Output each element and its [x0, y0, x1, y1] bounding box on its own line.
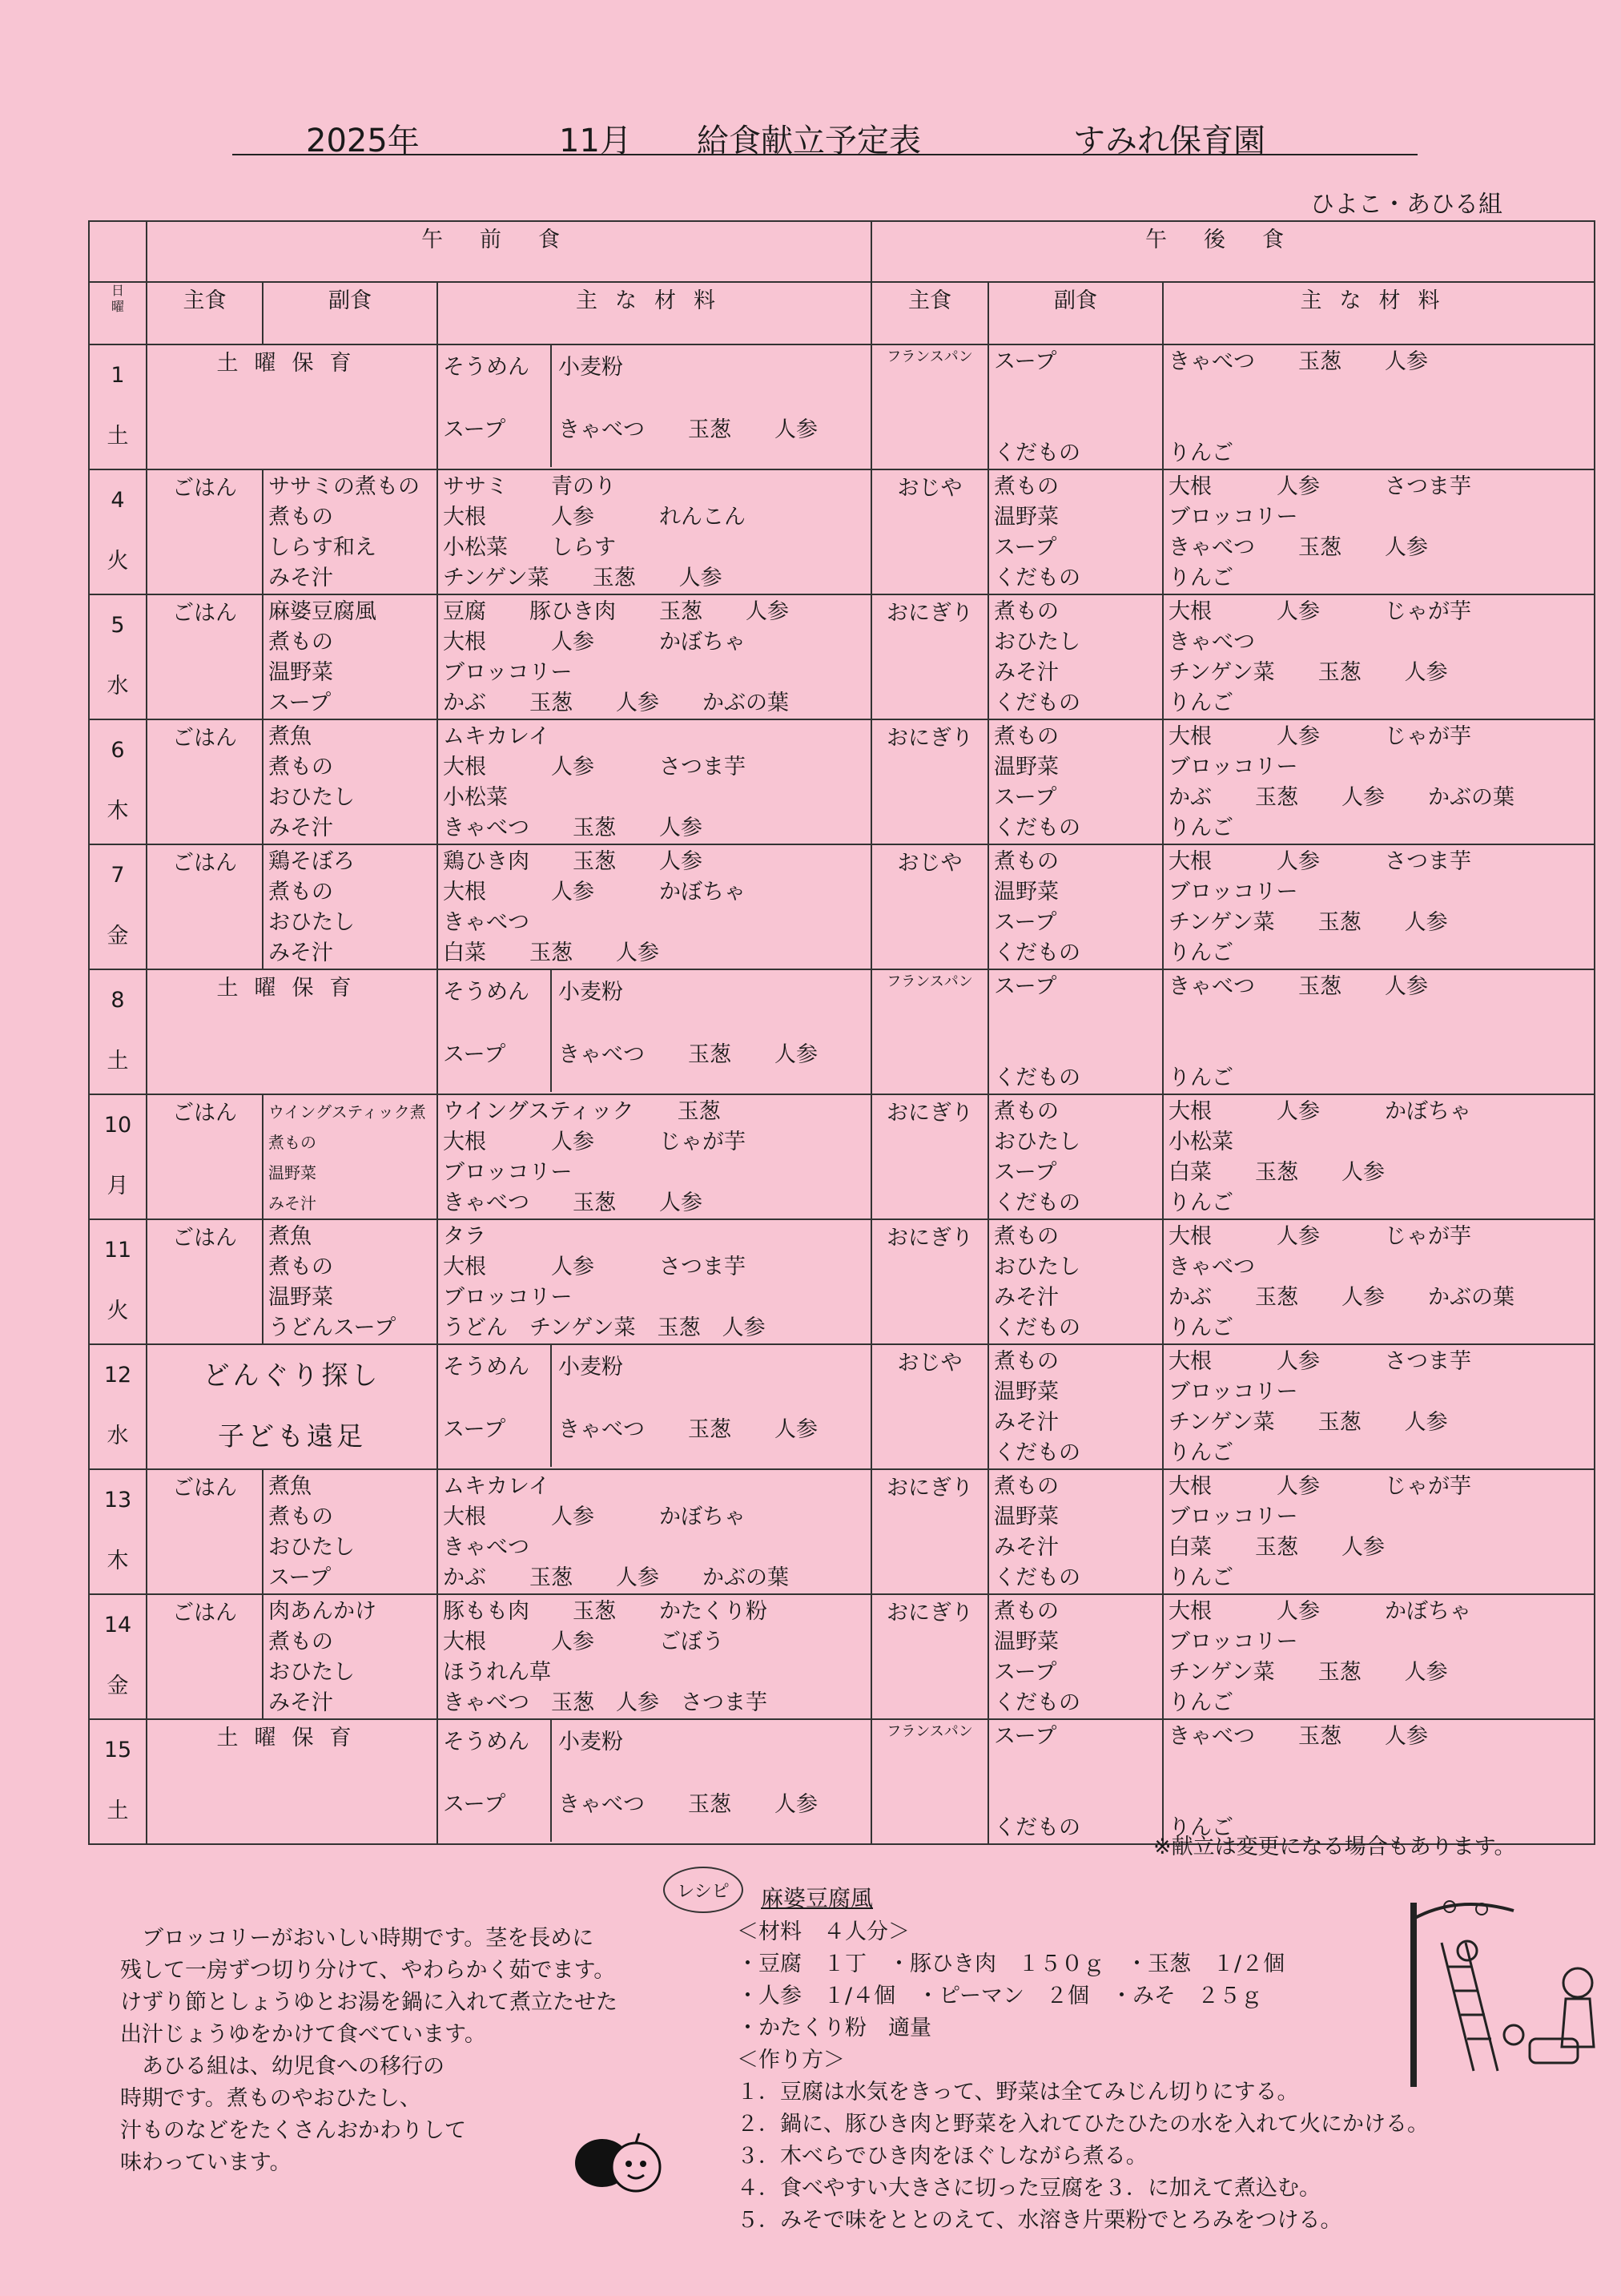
pm-side-dishes: 煮もの 温野菜 みそ汁 くだもの: [988, 1469, 1163, 1594]
pm-ingredients: 大根 人参 さつま芋 ブロッコリー チンゲン菜 玉葱 人参 りんご: [1163, 844, 1595, 969]
am-soup: スープ: [443, 1417, 506, 1442]
pm-side-dishes: 煮もの 温野菜 スープ くだもの: [988, 1594, 1163, 1719]
date-number: 13: [103, 1488, 132, 1513]
am-meal-header: 午前食: [147, 221, 871, 282]
event-line-1: どんぐり探し: [203, 1359, 381, 1391]
pm-staple: おにぎり: [871, 719, 988, 844]
date-cell: [89, 594, 147, 719]
am-soup-ingredients: きゃべつ 玉葱 人参: [558, 417, 818, 442]
am-ingredients: 豆腐 豚ひき肉 玉葱 人参 大根 人参 かぼちゃ ブロッコリー かぶ 玉葱 人参 かぶの葉: [437, 594, 871, 719]
pm-staple-header: 主食: [871, 282, 988, 344]
am-ingredients: ムキカレイ 大根 人参 かぼちゃ きゃべつ かぶ 玉葱 人参 かぶの葉: [437, 1469, 871, 1594]
date-cell: [89, 1469, 147, 1594]
am-main-dish: そうめん: [443, 1355, 529, 1380]
tree-children-illustration: [1394, 1887, 1618, 2095]
date-number: 10: [103, 1113, 132, 1138]
am-soup-ingredients: きゃべつ 玉葱 人参: [558, 1042, 818, 1067]
recipe-body: ＜材料 ４人分＞ ・豆腐 １丁 ・豚ひき肉 １５０ｇ ・玉葱 １/２個 ・人参 １/４個 ・ピーマン ２個 ・みそ ２５ｇ ・かたくり粉 適量 ＜作り方＞ １．豆腐は水気をきって、野菜は全てみじん切りにする。 ２．鍋に、豚ひき肉と野菜を入れてひたひたの水を入れて火にかける。 ３．木べらでひき肉をほぐしながら煮る。 ４．食べやすい大きさに切った豆腐を３．に加えて煮込む。 ５．みそで味をととのえて、水溶き片栗粉でとろみをつける。: [737, 1919, 1429, 2233]
pm-side-dishes: 煮もの おひたし スープ くだもの: [988, 1094, 1163, 1219]
am-side-dishes: ササミの煮もの 煮もの しらす和え みそ汁: [263, 469, 437, 594]
pm-staple: フランスパン: [871, 969, 988, 1094]
menu-row: [89, 1469, 1595, 1594]
menu-row: [89, 1219, 1595, 1344]
weekday: 水: [107, 674, 129, 699]
weekday: 木: [107, 1549, 129, 1573]
am-staple: ごはん: [147, 844, 263, 969]
date-cell: [89, 1219, 147, 1344]
date-number: 5: [111, 613, 125, 638]
pm-staple: フランスパン: [871, 1719, 988, 1844]
weekday: 金: [107, 924, 129, 949]
pm-side-dishes: スープ くだもの: [988, 344, 1163, 469]
am-ingredients: 鶏ひき肉 玉葱 人参 大根 人参 かぼちゃ きゃべつ 白菜 玉葱 人参: [437, 844, 871, 969]
weekday: 水: [107, 1424, 129, 1448]
date-number: 12: [103, 1363, 132, 1388]
class-group-label: ひよこ・あひる組: [1310, 191, 1502, 219]
date-number: 15: [103, 1738, 132, 1762]
pm-ingredients: 大根 人参 さつま芋 ブロッコリー チンゲン菜 玉葱 人参 りんご: [1163, 1344, 1595, 1469]
menu-row: [89, 969, 1595, 1094]
weekday: 金: [107, 1674, 129, 1698]
date-cell: [89, 469, 147, 594]
am-ingredients: [437, 1344, 871, 1469]
pm-side-header: 副食: [988, 282, 1163, 344]
am-side-dishes: 煮魚 煮もの おひたし みそ汁: [263, 719, 437, 844]
weekday: 土: [107, 1049, 129, 1073]
am-ingredients: ムキカレイ 大根 人参 さつま芋 小松菜 きゃべつ 玉葱 人参: [437, 719, 871, 844]
date-cell: [89, 1344, 147, 1469]
menu-row: [89, 844, 1595, 969]
am-ingredients: 豚もも肉 玉葱 かたくり粉 大根 人参 ごぼう ほうれん草 きゃべつ 玉葱 人参 さつま芋: [437, 1594, 871, 1719]
am-ingredients: ササミ 青のり 大根 人参 れんこん 小松菜 しらす チンゲン菜 玉葱 人参: [437, 469, 871, 594]
pm-side-dishes: 煮もの 温野菜 スープ くだもの: [988, 844, 1163, 969]
title-year: 2025年: [306, 123, 420, 159]
pm-side-dishes: 煮もの 温野菜 みそ汁 くだもの: [988, 1344, 1163, 1469]
pm-staple: おにぎり: [871, 1094, 988, 1219]
date-cell: [89, 1719, 147, 1844]
am-side-dishes: 鶏そぼろ 煮もの おひたし みそ汁: [263, 844, 437, 969]
am-staple: ごはん: [147, 469, 263, 594]
pm-side-dishes: 煮もの 温野菜 スープ くだもの: [988, 719, 1163, 844]
pm-staple: おじや: [871, 844, 988, 969]
weekday: 火: [107, 549, 129, 574]
date-dow-header: 日曜: [89, 282, 147, 344]
pm-side-dishes: スープ くだもの: [988, 1719, 1163, 1844]
pm-staple: おじや: [871, 469, 988, 594]
date-cell: [89, 1094, 147, 1219]
menu-row: [89, 1719, 1595, 1844]
pm-ingredients: 大根 人参 かぼちゃ ブロッコリー チンゲン菜 玉葱 人参 りんご: [1163, 1594, 1595, 1719]
date-cell: [89, 719, 147, 844]
am-soup-ingredients: きゃべつ 玉葱 人参: [558, 1792, 818, 1817]
recipe-title: 麻婆豆腐風: [761, 1885, 874, 1911]
am-event: 土曜保育: [147, 344, 437, 469]
menu-table: [88, 220, 1595, 1845]
am-event: 土曜保育: [147, 969, 437, 1094]
weekday: 土: [107, 1799, 129, 1823]
date-cell: [89, 969, 147, 1094]
am-staple: ごはん: [147, 1219, 263, 1344]
date-cell: [89, 844, 147, 969]
pm-side-dishes: スープ くだもの: [988, 969, 1163, 1094]
am-staple-header: 主食: [147, 282, 263, 344]
title-school: すみれ保育園: [1073, 123, 1265, 159]
pm-staple: おにぎり: [871, 1594, 988, 1719]
pm-ingredients: きゃべつ 玉葱 人参 りんご: [1163, 344, 1595, 469]
pm-ingredients: 大根 人参 さつま芋 ブロッコリー きゃべつ 玉葱 人参 りんご: [1163, 469, 1595, 594]
date-number: 1: [111, 363, 125, 388]
date-number: 4: [111, 488, 125, 513]
pm-staple: フランスパン: [871, 344, 988, 469]
pm-side-dishes: 煮もの おひたし みそ汁 くだもの: [988, 594, 1163, 719]
am-ingredients: ウイングスティック 玉葱 大根 人参 じゃが芋 ブロッコリー きゃべつ 玉葱 人参: [437, 1094, 871, 1219]
am-ingredients: タラ 大根 人参 さつま芋 ブロッコリー うどん チンゲン菜 玉葱 人参: [437, 1219, 871, 1344]
am-main-dish: そうめん: [443, 1730, 529, 1754]
menu-row: [89, 719, 1595, 844]
am-staple: ごはん: [147, 1094, 263, 1219]
am-side-dishes: 肉あんかけ 煮もの おひたし みそ汁: [263, 1594, 437, 1719]
am-ingredients: [437, 1719, 871, 1844]
date-cell: [89, 344, 147, 469]
am-ingredients: [437, 344, 871, 469]
am-side-header: 副食: [263, 282, 437, 344]
menu-row: [89, 1094, 1595, 1219]
menu-row: [89, 344, 1595, 469]
pm-ingredients: きゃべつ 玉葱 人参 りんご: [1163, 1719, 1595, 1844]
pm-staple: おじや: [871, 1344, 988, 1469]
am-main-dish: そうめん: [443, 355, 529, 380]
am-main-ingredient: 小麦粉: [558, 980, 623, 1005]
am-staple: ごはん: [147, 1469, 263, 1594]
date-number: 14: [103, 1613, 132, 1637]
event-line-2: 子ども遠足: [218, 1420, 366, 1452]
am-main-ingredient: 小麦粉: [558, 1730, 623, 1754]
menu-row: [89, 594, 1595, 719]
page-title: [232, 104, 1418, 159]
am-soup: スープ: [443, 1792, 506, 1817]
weekday: 月: [107, 1174, 129, 1198]
recipe-badge: レシピ: [663, 1867, 743, 1913]
am-staple: ごはん: [147, 1594, 263, 1719]
pm-meal-header: 午後食: [871, 221, 1595, 282]
change-note: ※献立は変更になる場合もあります。: [1153, 1835, 1516, 1859]
date-number: 6: [111, 738, 125, 763]
am-main-ingredient: 小麦粉: [558, 355, 623, 380]
pm-ingredients: 大根 人参 かぼちゃ 小松菜 白菜 玉葱 人参 りんご: [1163, 1094, 1595, 1219]
corner-cell: [89, 221, 147, 282]
am-main-dish: そうめん: [443, 980, 529, 1005]
pm-side-dishes: 煮もの おひたし みそ汁 くだもの: [988, 1219, 1163, 1344]
am-soup-ingredients: きゃべつ 玉葱 人参: [558, 1417, 818, 1442]
menu-row: [89, 469, 1595, 594]
seasonal-message: ブロッコリーがおいしい時期です。茎を長めに 残して一房ずつ切り分けて、やわらかく茹でます。 けずり節としょうゆとお湯を鍋に入れて煮立たせた 出汁じょうゆをかけて食べています。 あひる組は、幼児食への移行の 時期です。煮ものやおひたし、 汁ものなどをたくさんおかわりして 味わっています。: [120, 1926, 617, 2175]
am-staple: ごはん: [147, 594, 263, 719]
apple-illustration: [570, 2127, 666, 2199]
date-cell: [89, 1594, 147, 1719]
pm-ingredients: 大根 人参 じゃが芋 ブロッコリー 白菜 玉葱 人参 りんご: [1163, 1469, 1595, 1594]
pm-ingredients: 大根 人参 じゃが芋 きゃべつ かぶ 玉葱 人参 かぶの葉 りんご: [1163, 1219, 1595, 1344]
pm-ingredients: 大根 人参 じゃが芋 きゃべつ チンゲン菜 玉葱 人参 りんご: [1163, 594, 1595, 719]
date-number: 11: [103, 1238, 132, 1263]
date-number: 7: [111, 863, 125, 888]
weekday: 木: [107, 799, 129, 824]
pm-staple: おにぎり: [871, 1219, 988, 1344]
pm-ingredients-header: 主な材料: [1163, 282, 1595, 344]
am-side-dishes: 煮魚 煮もの おひたし スープ: [263, 1469, 437, 1594]
pm-staple: おにぎり: [871, 1469, 988, 1594]
am-main-ingredient: 小麦粉: [558, 1355, 623, 1380]
am-soup: スープ: [443, 417, 506, 442]
am-side-dishes: ウイングスティック煮 煮もの 温野菜 みそ汁: [263, 1094, 437, 1219]
weekday: 火: [107, 1299, 129, 1323]
am-soup: スープ: [443, 1042, 506, 1067]
am-ingredients-header: 主な材料: [437, 282, 871, 344]
title-doc: 給食献立予定表: [697, 123, 921, 159]
am-side-dishes: 煮魚 煮もの 温野菜 うどんスープ: [263, 1219, 437, 1344]
menu-row: [89, 1594, 1595, 1719]
pm-staple: おにぎり: [871, 594, 988, 719]
title-month: 11月: [559, 123, 632, 159]
pm-ingredients: きゃべつ 玉葱 人参 りんご: [1163, 969, 1595, 1094]
weekday: 土: [107, 424, 129, 449]
recipe-section: [737, 1883, 1429, 2233]
am-ingredients: [437, 969, 871, 1094]
date-number: 8: [111, 988, 125, 1013]
am-event: 土曜保育: [147, 1719, 437, 1844]
am-side-dishes: 麻婆豆腐風 煮もの 温野菜 スープ: [263, 594, 437, 719]
am-event: [147, 1344, 437, 1469]
menu-row: [89, 1344, 1595, 1469]
pm-ingredients: 大根 人参 じゃが芋 ブロッコリー かぶ 玉葱 人参 かぶの葉 りんご: [1163, 719, 1595, 844]
pm-side-dishes: 煮もの 温野菜 スープ くだもの: [988, 469, 1163, 594]
am-staple: ごはん: [147, 719, 263, 844]
